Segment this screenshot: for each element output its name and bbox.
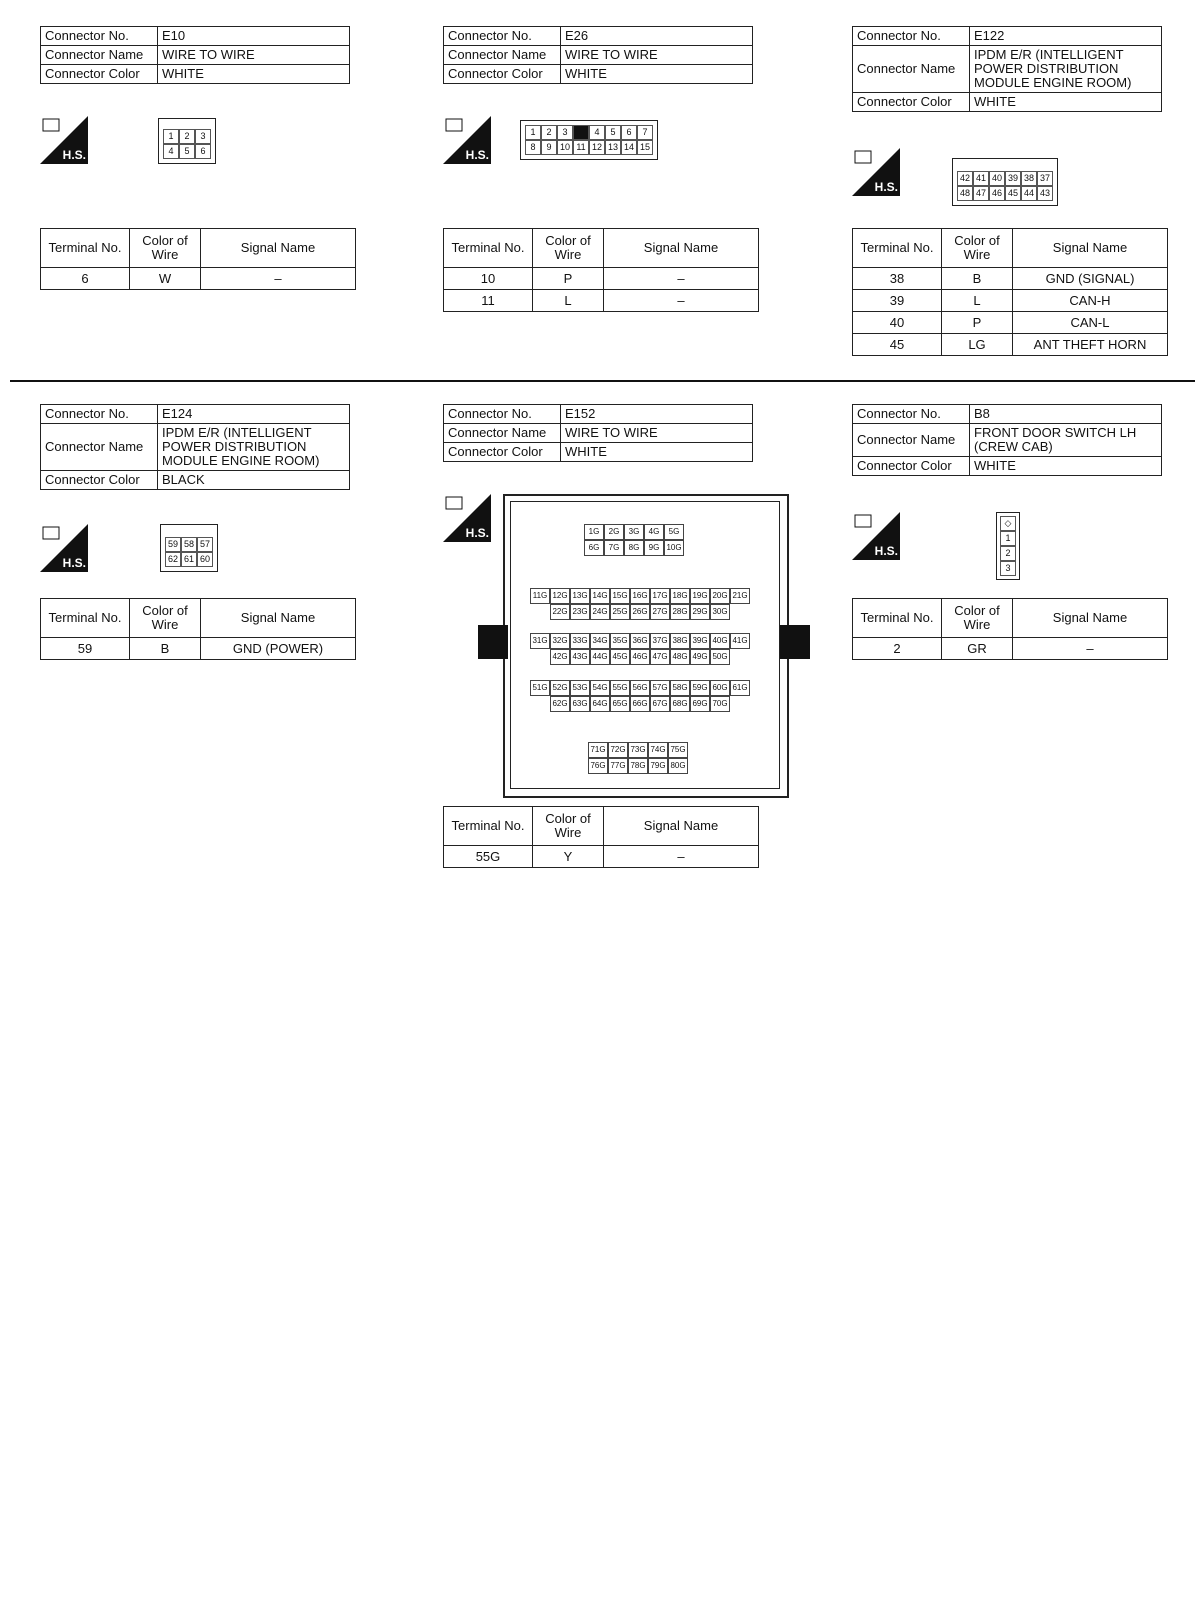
pin: 14G <box>590 588 610 604</box>
wire-color-cell: B <box>942 268 1013 290</box>
connector-no-value: E124 <box>158 405 350 424</box>
pin: 2G <box>604 524 624 540</box>
connector-e122 <box>852 26 1162 112</box>
connector-name-value: WIRE TO WIRE <box>158 46 350 65</box>
connector-b8 <box>852 404 1162 476</box>
connector-no-label: Connector No. <box>444 405 561 424</box>
harness-side-icon: H.S. <box>443 494 491 542</box>
pin: 60 <box>197 552 213 567</box>
pin: 42 <box>957 171 973 186</box>
terminal-no-header: Terminal No. <box>853 229 942 268</box>
pin: 30G <box>710 604 730 620</box>
pin: 3 <box>1000 561 1016 576</box>
terminal-table-e124 <box>40 598 356 660</box>
signal-name-cell: – <box>201 268 356 290</box>
pin: 1G <box>584 524 604 540</box>
signal-name-cell: GND (SIGNAL) <box>1013 268 1168 290</box>
harness-side-icon: H.S. <box>852 148 900 196</box>
wire-color-cell: L <box>533 290 604 312</box>
signal-name-header: Signal Name <box>1013 229 1168 268</box>
pin: 22G <box>550 604 570 620</box>
lock-tab-right <box>780 625 810 659</box>
pin: 37G <box>650 633 670 649</box>
pin: 71G <box>588 742 608 758</box>
connector-color-label: Connector Color <box>853 457 970 476</box>
pin: 12G <box>550 588 570 604</box>
pin: 57G <box>650 680 670 696</box>
pin: 38 <box>1021 171 1037 186</box>
terminal-no-header: Terminal No. <box>41 229 130 268</box>
pin: 8G <box>624 540 644 556</box>
key-diamond: ◇ <box>1000 516 1016 531</box>
pin: 2 <box>179 129 195 144</box>
pin: 72G <box>608 742 628 758</box>
pin: 11G <box>530 588 550 604</box>
pin: 9G <box>644 540 664 556</box>
pin: 70G <box>710 696 730 712</box>
pin: 45G <box>610 649 630 665</box>
pin: 73G <box>628 742 648 758</box>
pin: 47G <box>650 649 670 665</box>
table-row <box>41 638 356 660</box>
pin: 26G <box>630 604 650 620</box>
pin: 13G <box>570 588 590 604</box>
pin: 43G <box>570 649 590 665</box>
signal-name-cell: CAN-L <box>1013 312 1168 334</box>
connector-color-value: WHITE <box>970 457 1162 476</box>
signal-name-header: Signal Name <box>604 229 759 268</box>
pin: 5 <box>179 144 195 159</box>
wire-color-cell: LG <box>942 334 1013 356</box>
pin: 59G <box>690 680 710 696</box>
pin: 61 <box>181 552 197 567</box>
wire-color-cell: Y <box>533 846 604 868</box>
pin: 39G <box>690 633 710 649</box>
pin: 68G <box>670 696 690 712</box>
pin: 74G <box>648 742 668 758</box>
pin: 15 <box>637 140 653 155</box>
connector-name-value: IPDM E/R (INTELLIGENT POWER DISTRIBUTION MODULE ENGINE ROOM) <box>970 46 1162 93</box>
wire-color-header: Color of Wire <box>942 599 1013 638</box>
pin: 15G <box>610 588 630 604</box>
signal-name-header: Signal Name <box>201 229 356 268</box>
connector-name-value: WIRE TO WIRE <box>561 424 753 443</box>
pin: 56G <box>630 680 650 696</box>
harness-side-icon: H.S. <box>852 512 900 560</box>
section-divider <box>10 380 1195 382</box>
pin: 69G <box>690 696 710 712</box>
table-row <box>853 334 1168 356</box>
pin: 79G <box>648 758 668 774</box>
pin: 41G <box>730 633 750 649</box>
key-block <box>573 125 589 140</box>
signal-name-cell: – <box>1013 638 1168 660</box>
pin: 8 <box>525 140 541 155</box>
pin: 29G <box>690 604 710 620</box>
pin: 13 <box>605 140 621 155</box>
pin: 66G <box>630 696 650 712</box>
connector-info-table <box>40 26 350 84</box>
wire-color-cell: P <box>942 312 1013 334</box>
pin: 5G <box>664 524 684 540</box>
connector-name-label: Connector Name <box>444 424 561 443</box>
pin: 4 <box>163 144 179 159</box>
pin: 4G <box>644 524 664 540</box>
pin: 44 <box>1021 186 1037 201</box>
pin: 39 <box>1005 171 1021 186</box>
pin: 58 <box>181 537 197 552</box>
pin: 46G <box>630 649 650 665</box>
pin: 48G <box>670 649 690 665</box>
connector-color-label: Connector Color <box>444 443 561 462</box>
pin: 1 <box>1000 531 1016 546</box>
connector-name-label: Connector Name <box>41 46 158 65</box>
pin: 19G <box>690 588 710 604</box>
terminal-no-cell: 39 <box>853 290 942 312</box>
pin: 25G <box>610 604 630 620</box>
wire-color-header: Color of Wire <box>533 807 604 846</box>
pin: 80G <box>668 758 688 774</box>
pin: 34G <box>590 633 610 649</box>
pin: 27G <box>650 604 670 620</box>
pin: 54G <box>590 680 610 696</box>
terminal-no-cell: 11 <box>444 290 533 312</box>
pin: 7 <box>637 125 653 140</box>
wire-color-header: Color of Wire <box>942 229 1013 268</box>
connector-e26 <box>443 26 753 84</box>
connector-face-b8 <box>996 512 1020 580</box>
terminal-table-e10 <box>40 228 356 290</box>
wire-color-header: Color of Wire <box>533 229 604 268</box>
connector-name-value: IPDM E/R (INTELLIGENT POWER DISTRIBUTION MODULE ENGINE ROOM) <box>158 424 350 471</box>
pin: 38G <box>670 633 690 649</box>
pin: 10G <box>664 540 684 556</box>
pin: 7G <box>604 540 624 556</box>
connector-name-label: Connector Name <box>853 46 970 93</box>
connector-no-value: E10 <box>158 27 350 46</box>
pin: 33G <box>570 633 590 649</box>
pin: 4 <box>589 125 605 140</box>
pin: 5 <box>605 125 621 140</box>
pin: 32G <box>550 633 570 649</box>
table-row <box>853 268 1168 290</box>
pin: 59 <box>165 537 181 552</box>
pin: 42G <box>550 649 570 665</box>
pin: 3 <box>557 125 573 140</box>
table-row <box>853 290 1168 312</box>
pin: 64G <box>590 696 610 712</box>
pin: 43 <box>1037 186 1053 201</box>
pin: 61G <box>730 680 750 696</box>
wire-color-cell: W <box>130 268 201 290</box>
connector-no-value: E122 <box>970 27 1162 46</box>
terminal-table-e152 <box>443 806 759 868</box>
pin: 46 <box>989 186 1005 201</box>
pin: 67G <box>650 696 670 712</box>
harness-side-icon: H.S. <box>443 116 491 164</box>
wire-color-cell: P <box>533 268 604 290</box>
pin: 37 <box>1037 171 1053 186</box>
connector-color-label: Connector Color <box>444 65 561 84</box>
connector-name-label: Connector Name <box>853 424 970 457</box>
pin: 9 <box>541 140 557 155</box>
connector-face-e10 <box>158 118 216 164</box>
pin: 18G <box>670 588 690 604</box>
connector-color-label: Connector Color <box>41 471 158 490</box>
connector-color-value: BLACK <box>158 471 350 490</box>
connector-color-label: Connector Color <box>41 65 158 84</box>
pin: 2 <box>1000 546 1016 561</box>
terminal-no-cell: 59 <box>41 638 130 660</box>
wire-color-cell: B <box>130 638 201 660</box>
table-row <box>444 846 759 868</box>
terminal-no-header: Terminal No. <box>853 599 942 638</box>
connector-color-value: WHITE <box>158 65 350 84</box>
connector-color-value: WHITE <box>561 443 753 462</box>
signal-name-header: Signal Name <box>201 599 356 638</box>
pin: 41 <box>973 171 989 186</box>
harness-side-icon: H.S. <box>40 524 88 572</box>
pin: 62G <box>550 696 570 712</box>
table-row <box>444 290 759 312</box>
pin: 3G <box>624 524 644 540</box>
terminal-table-b8 <box>852 598 1168 660</box>
table-row <box>444 268 759 290</box>
terminal-no-header: Terminal No. <box>444 229 533 268</box>
terminal-no-cell: 45 <box>853 334 942 356</box>
signal-name-cell: – <box>604 846 759 868</box>
pin: 16G <box>630 588 650 604</box>
pin: 35G <box>610 633 630 649</box>
connector-color-value: WHITE <box>970 93 1162 112</box>
wire-color-header: Color of Wire <box>130 229 201 268</box>
connector-e10 <box>40 26 350 84</box>
connector-name-value: WIRE TO WIRE <box>561 46 753 65</box>
terminal-no-cell: 2 <box>853 638 942 660</box>
pin: 57 <box>197 537 213 552</box>
pin: 11 <box>573 140 589 155</box>
pin: 1 <box>525 125 541 140</box>
pin: 76G <box>588 758 608 774</box>
table-row <box>853 638 1168 660</box>
pin: 40 <box>989 171 1005 186</box>
terminal-table-e122 <box>852 228 1168 356</box>
connector-no-label: Connector No. <box>41 27 158 46</box>
connector-face-e122 <box>952 158 1058 206</box>
pin: 50G <box>710 649 730 665</box>
table-row <box>853 312 1168 334</box>
pin: 77G <box>608 758 628 774</box>
connector-color-value: WHITE <box>561 65 753 84</box>
signal-name-cell: CAN-H <box>1013 290 1168 312</box>
pin: 24G <box>590 604 610 620</box>
pin: 6 <box>195 144 211 159</box>
connector-no-label: Connector No. <box>853 405 970 424</box>
connector-no-label: Connector No. <box>41 405 158 424</box>
harness-side-icon: H.S. <box>40 116 88 164</box>
connector-no-value: E152 <box>561 405 753 424</box>
terminal-table-e26 <box>443 228 759 312</box>
wire-color-cell: L <box>942 290 1013 312</box>
connector-face-e124 <box>160 524 218 572</box>
pin: 40G <box>710 633 730 649</box>
signal-name-cell: GND (POWER) <box>201 638 356 660</box>
pin: 44G <box>590 649 610 665</box>
pin: 60G <box>710 680 730 696</box>
pin: 28G <box>670 604 690 620</box>
pin: 62 <box>165 552 181 567</box>
pin: 48 <box>957 186 973 201</box>
connector-name-label: Connector Name <box>41 424 158 471</box>
pin: 53G <box>570 680 590 696</box>
pin: 75G <box>668 742 688 758</box>
connector-no-label: Connector No. <box>444 27 561 46</box>
pin: 52G <box>550 680 570 696</box>
pin: 17G <box>650 588 670 604</box>
pin: 65G <box>610 696 630 712</box>
pin: 36G <box>630 633 650 649</box>
pin: 78G <box>628 758 648 774</box>
connector-no-label: Connector No. <box>853 27 970 46</box>
terminal-no-header: Terminal No. <box>444 807 533 846</box>
pin: 3 <box>195 129 211 144</box>
wire-color-header: Color of Wire <box>130 599 201 638</box>
pin: 12 <box>589 140 605 155</box>
wire-color-cell: GR <box>942 638 1013 660</box>
terminal-no-cell: 6 <box>41 268 130 290</box>
pin: 58G <box>670 680 690 696</box>
connector-name-value: FRONT DOOR SWITCH LH (CREW CAB) <box>970 424 1162 457</box>
pin: 6 <box>621 125 637 140</box>
pin: 63G <box>570 696 590 712</box>
connector-no-value: E26 <box>561 27 753 46</box>
lock-tab-left <box>478 625 508 659</box>
signal-name-cell: – <box>604 290 759 312</box>
connector-name-label: Connector Name <box>444 46 561 65</box>
pin: 49G <box>690 649 710 665</box>
pin: 10 <box>557 140 573 155</box>
connector-face-e26 <box>520 120 658 160</box>
signal-name-cell: ANT THEFT HORN <box>1013 334 1168 356</box>
signal-name-header: Signal Name <box>1013 599 1168 638</box>
pin: 1 <box>163 129 179 144</box>
terminal-no-cell: 40 <box>853 312 942 334</box>
pin: 21G <box>730 588 750 604</box>
pin: 2 <box>541 125 557 140</box>
pin: 51G <box>530 680 550 696</box>
terminal-no-cell: 55G <box>444 846 533 868</box>
connector-color-label: Connector Color <box>853 93 970 112</box>
pin: 31G <box>530 633 550 649</box>
connector-e152 <box>443 404 753 462</box>
pin: 45 <box>1005 186 1021 201</box>
signal-name-cell: – <box>604 268 759 290</box>
pin: 47 <box>973 186 989 201</box>
pin: 20G <box>710 588 730 604</box>
pin: 23G <box>570 604 590 620</box>
connector-no-value: B8 <box>970 405 1162 424</box>
signal-name-header: Signal Name <box>604 807 759 846</box>
pin: 55G <box>610 680 630 696</box>
terminal-no-cell: 38 <box>853 268 942 290</box>
terminal-no-cell: 10 <box>444 268 533 290</box>
connector-e124 <box>40 404 350 490</box>
pin: 14 <box>621 140 637 155</box>
table-row <box>41 268 356 290</box>
pin: 6G <box>584 540 604 556</box>
terminal-no-header: Terminal No. <box>41 599 130 638</box>
